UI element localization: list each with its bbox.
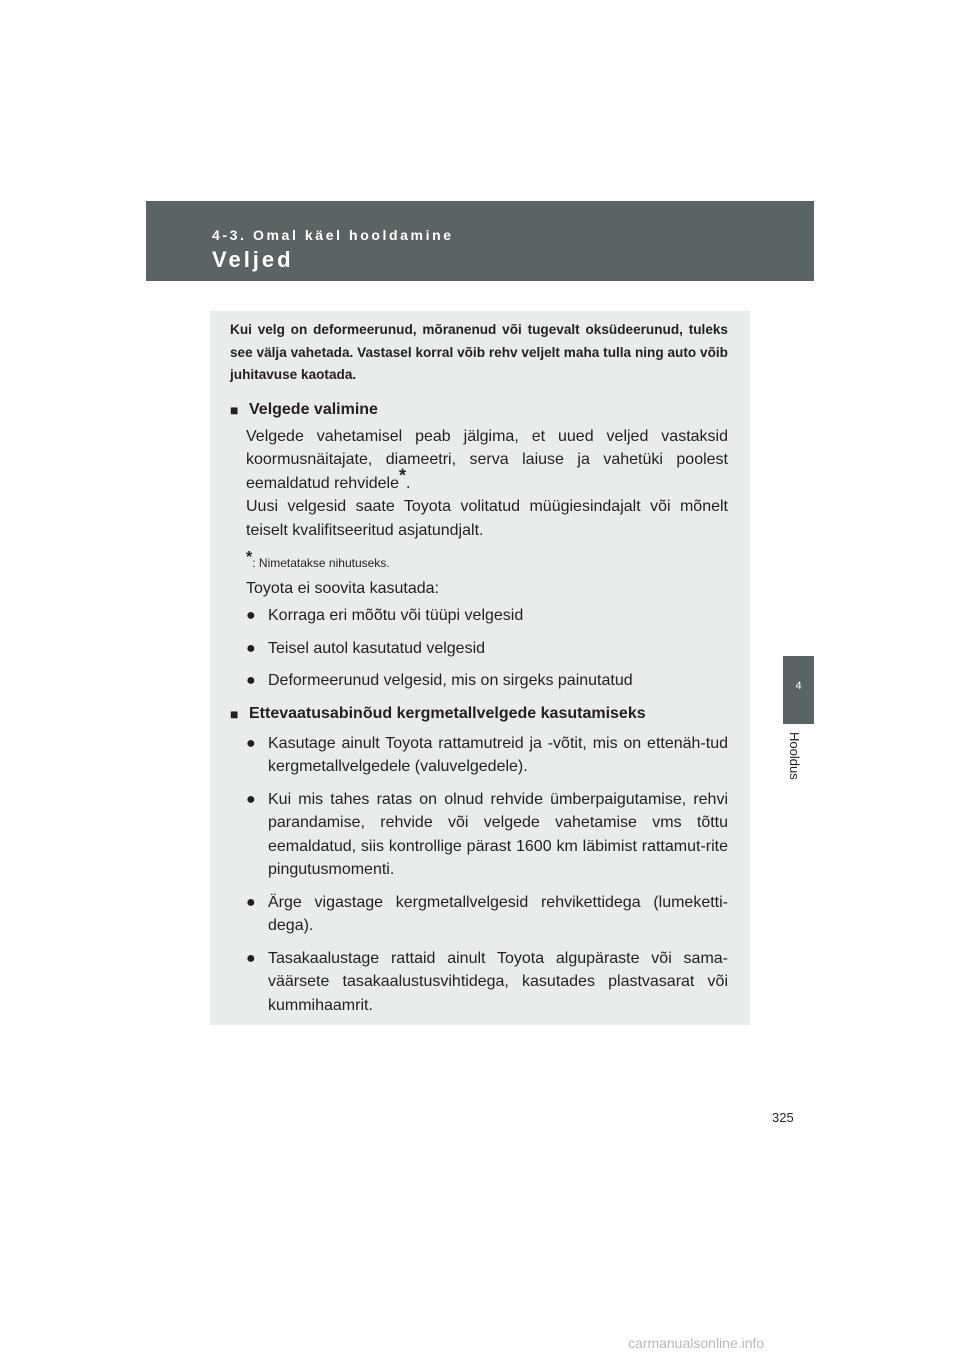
section-heading-rim-selection [230, 398, 728, 422]
list-item-text: Kui mis tahes ratas on olnud rehvide ümberpaigutamise, rehvi parandamise, rehvide või velgede vahetamise vms tõttu eemaldatud, siis kontrollige pärast 1600 km läbimist rattamut-rite pingutusmomenti. [268, 790, 728, 878]
bullet-icon: ● [246, 734, 256, 752]
rim-selection-paragraph [246, 425, 728, 496]
list-item [246, 788, 728, 882]
page-title: Veljed [212, 247, 294, 272]
chapter-label: 4-3. Omal käel hooldamine [212, 227, 454, 243]
list-item [246, 669, 728, 693]
square-bullet-icon: ■ [230, 401, 239, 418]
chapter-tab-number: 4 [795, 680, 802, 692]
intro-warning: Kui velg on deformeerunud, mõranenud või tugevalt oksüdeerunud, tuleks see välja vahetada. Vastasel korral võib rehv veljelt maha tulla ning auto võib juhitavuse kaotada. [230, 322, 728, 382]
bullet-icon: ● [246, 949, 256, 967]
chapter-tab[interactable] [783, 656, 814, 724]
dealer-paragraph: Uusi velgesid saate Toyota volitatud müügiesindajalt või mõnelt teiselt kvalifitseeritud asjatundjalt. [246, 498, 728, 539]
footnote-text: : Nimetatakse nihutuseks. [252, 556, 390, 570]
list-item-text: Teisel autol kasutatud velgesid [268, 639, 486, 657]
not-recommended-lead: Toyota ei soovita kasutada: [246, 580, 440, 597]
paragraph-text: Velgede vahetamisel peab jälgima, et uued veljed vastaksid koormusnäitajate, diameetri, serva laiuse ja vahetüki poolest eemaldatud rehvidele [246, 427, 728, 492]
content-panel [210, 311, 750, 1025]
bullet-icon: ● [246, 607, 256, 624]
page-number: 325 [772, 1110, 794, 1125]
bullet-icon: ● [246, 672, 256, 689]
alloy-precautions-list [230, 732, 728, 1018]
list-item [246, 732, 728, 779]
section-heading-label: Velgede valimine [249, 400, 378, 418]
rim-selection-text [246, 425, 728, 543]
bullet-icon: ● [246, 790, 256, 808]
paragraph-end: . [406, 474, 411, 492]
footnote [246, 549, 728, 570]
chapter-tab-label: Hooldus [787, 732, 802, 780]
section-heading-label: Ettevaatusabinõud kergmetallvelgede kasutamiseks [249, 704, 646, 722]
list-item-text: Deformeerunud velgesid, mis on sirgeks painutatud [268, 672, 633, 689]
list-item [246, 891, 728, 938]
bullet-icon: ● [246, 639, 256, 657]
section-header [146, 201, 814, 281]
section-heading-alloy-precautions [230, 702, 728, 726]
bullet-icon: ● [246, 893, 256, 911]
list-item-text: Kasutage ainult Toyota rattamutreid ja -võtit, mis on ettenäh-tud kergmetallvelgedele (valuvelgedele). [268, 734, 728, 775]
list-item [246, 637, 728, 661]
not-recommended-list [230, 604, 728, 693]
list-item-text: Korraga eri mõõtu või tüüpi velgesid [268, 607, 524, 624]
footnote-marker: * [399, 465, 407, 486]
list-item-text: Ärge vigastage kergmetallvelgesid rehvikettidega (lumeketti-dega). [268, 893, 728, 934]
footnote-marker: * [246, 549, 253, 566]
list-item-text: Tasakaalustage rattaid ainult Toyota algupäraste või sama-väärsete tasakaalustusvihtidega, kasutades plastvasarat või kummihaamrit. [268, 949, 728, 1014]
square-bullet-icon: ■ [230, 705, 239, 722]
watermark: carmanualsonline.info [628, 1335, 765, 1351]
list-item [246, 947, 728, 1018]
list-item [246, 604, 728, 628]
